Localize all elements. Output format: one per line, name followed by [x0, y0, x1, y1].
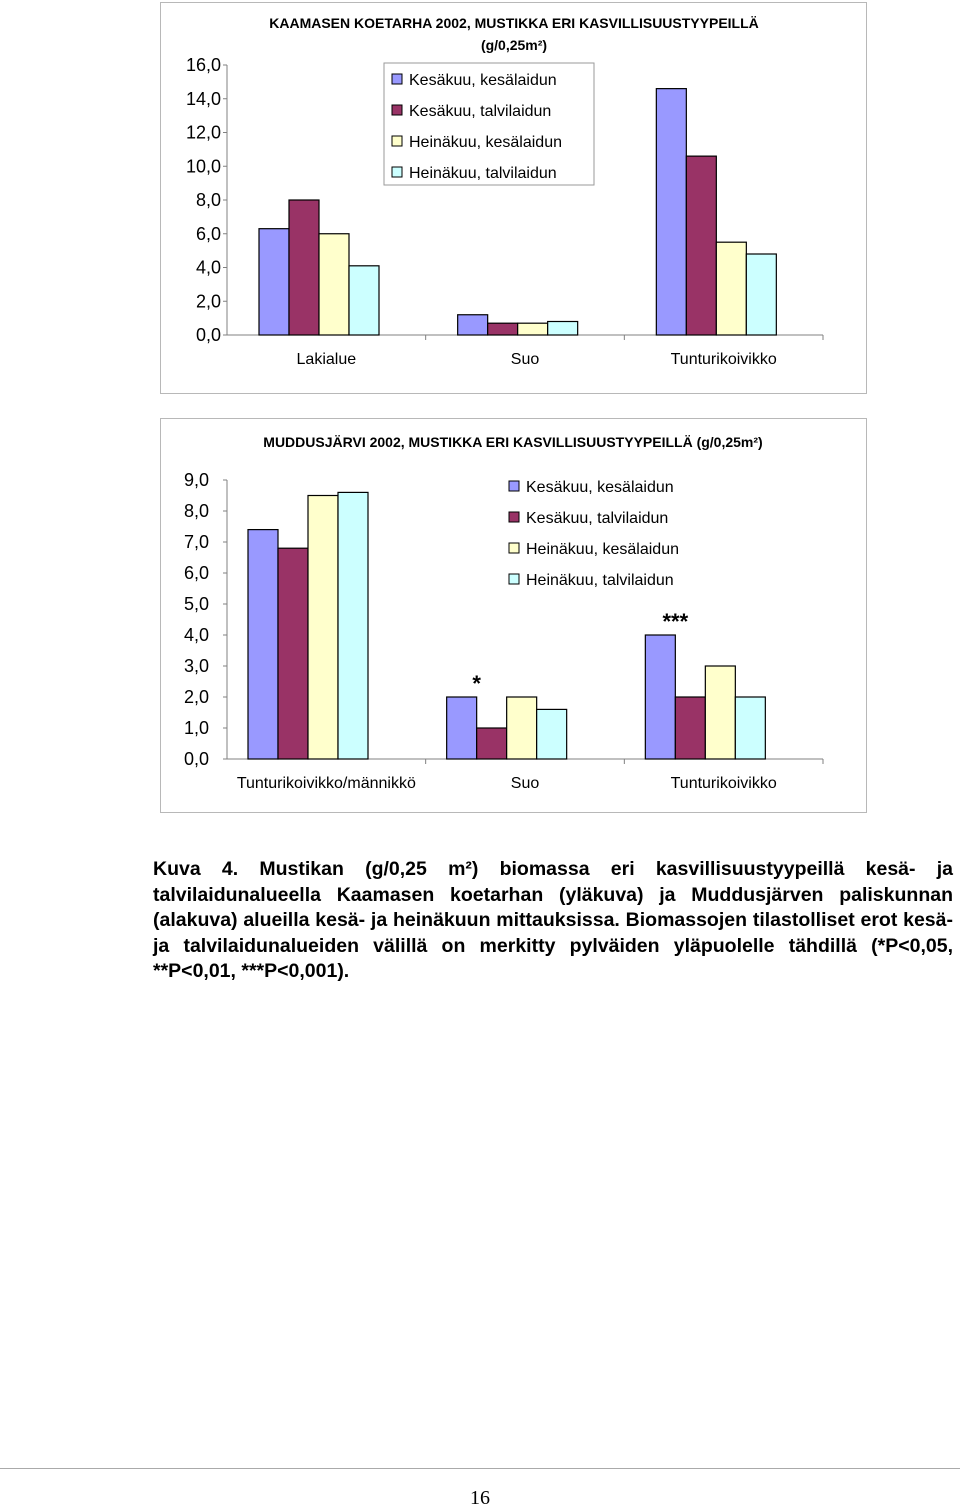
chart1-title: KAAMASEN KOETARHA 2002, MUSTIKKA ERI KASVILLISUUSTYYPEILLÄ	[269, 15, 759, 31]
chart1-bar-3	[319, 234, 349, 335]
chart2-bar-4	[537, 709, 567, 759]
chart2-category-label: Suo	[510, 775, 540, 792]
chart2-bar-3	[507, 697, 537, 759]
chart1-ytick-label: 16,0	[185, 55, 221, 75]
chart-kaamanen-svg	[161, 3, 866, 393]
chart1-bar-4	[746, 254, 776, 335]
chart1-bar-3	[518, 323, 548, 335]
chart1-ytick-label: 10,0	[185, 156, 221, 177]
chart1-legend-swatch	[392, 167, 402, 177]
chart1-legend-swatch	[392, 74, 402, 84]
chart1-ytick-label: 6,0	[195, 223, 221, 244]
chart1-category-label: Tunturikoivikko	[670, 351, 777, 368]
chart1-ytick-label: 4,0	[195, 257, 221, 278]
chart1-bar-2	[289, 200, 319, 335]
chart1-ytick-label: 14,0	[185, 88, 221, 109]
chart2-bar-1	[645, 635, 675, 759]
chart2-bar-3	[705, 666, 735, 759]
chart2-legend-swatch	[509, 574, 519, 584]
chart2-bar-4	[735, 697, 765, 759]
chart-muddusjarvi-svg	[161, 419, 866, 812]
chart1-bar-3	[716, 242, 746, 335]
chart1-category-label: Lakialue	[296, 351, 357, 368]
chart2-ytick-label: 2,0	[183, 687, 209, 707]
chart1-category-label: Suo	[510, 351, 540, 368]
chart2-legend-label: Heinäkuu, talvilaidun	[526, 572, 674, 589]
chart2-legend-swatch	[509, 481, 519, 491]
chart1-subtitle: (g/0,25m²)	[480, 37, 548, 53]
chart2-bar-2	[477, 728, 507, 759]
chart1-legend-label: Heinäkuu, talvilaidun	[409, 165, 557, 182]
chart2-bar-1	[447, 697, 477, 759]
chart1-ytick-label: 0,0	[195, 325, 221, 345]
chart1-legend-label: Heinäkuu, kesälaidun	[409, 134, 562, 151]
chart2-ytick-label: 1,0	[183, 718, 209, 738]
chart2-ytick-label: 0,0	[183, 749, 209, 769]
chart2-legend-label: Heinäkuu, kesälaidun	[526, 541, 679, 558]
chart1-legend-swatch	[392, 105, 402, 115]
chart2-bar-2	[675, 697, 705, 759]
chart2-legend-swatch	[509, 543, 519, 553]
chart2-ytick-label: 4,0	[183, 625, 209, 645]
chart1-bar-2	[686, 156, 716, 335]
chart2-ytick-label: 5,0	[183, 594, 209, 614]
chart1-legend-swatch	[392, 136, 402, 146]
chart2-category-label: Tunturikoivikko	[670, 775, 777, 792]
chart2-category-label: Tunturikoivikko/männikkö	[236, 775, 416, 792]
chart-muddusjarvi	[160, 418, 867, 813]
chart2-ytick-label: 6,0	[183, 563, 209, 583]
chart2-ytick-label: 8,0	[183, 501, 209, 521]
chart-kaamanen	[160, 2, 867, 394]
chart2-significance-stars: *	[472, 671, 481, 696]
chart1-ytick-label: 12,0	[185, 122, 221, 143]
chart2-legend-swatch	[509, 512, 519, 522]
page-number: 16	[470, 1487, 490, 1509]
chart2-bar-3	[308, 496, 338, 760]
chart2-title: MUDDUSJÄRVI 2002, MUSTIKKA ERI KASVILLISUUSTYYPEILLÄ (g/0,25m²)	[263, 434, 763, 450]
chart1-bar-1	[458, 315, 488, 335]
figure-caption: Kuva 4. Mustikan (g/0,25 m²) biomassa eri kasvillisuustyypeillä kesä- ja talvilaidunalueella Kaamasen koetarhan (yläkuva) ja Muddusjärven paliskunnan (alakuva) alueilla kesä- ja heinäkuun mittauksissa. Biomassojen tilastolliset erot kesä- ja talvilaidunalueiden välillä on merkitty pylväiden yläpuolelle tähdillä (*P<0,05, **P<0,01, ***P<0,001).	[153, 858, 953, 982]
chart2-legend-label: Kesäkuu, talvilaidun	[526, 510, 669, 527]
chart1-bar-1	[656, 89, 686, 335]
chart1-ytick-label: 2,0	[195, 291, 221, 312]
chart2-ytick-label: 9,0	[183, 470, 209, 490]
chart2-ytick-label: 7,0	[183, 532, 209, 552]
chart1-bar-4	[548, 322, 578, 336]
chart1-bar-4	[349, 266, 379, 335]
chart1-bar-1	[259, 229, 289, 335]
chart1-legend-label: Kesäkuu, kesälaidun	[409, 72, 557, 89]
page-divider	[0, 1468, 960, 1469]
chart2-ytick-label: 3,0	[183, 656, 209, 676]
chart2-legend-label: Kesäkuu, kesälaidun	[526, 479, 674, 496]
chart2-bar-4	[338, 492, 368, 759]
chart1-legend-label: Kesäkuu, talvilaidun	[409, 103, 552, 120]
chart2-significance-stars: ***	[662, 609, 689, 634]
chart1-bar-2	[488, 323, 518, 335]
chart1-ytick-label: 8,0	[195, 190, 221, 210]
chart2-bar-2	[278, 548, 308, 759]
chart2-bar-1	[248, 530, 278, 759]
